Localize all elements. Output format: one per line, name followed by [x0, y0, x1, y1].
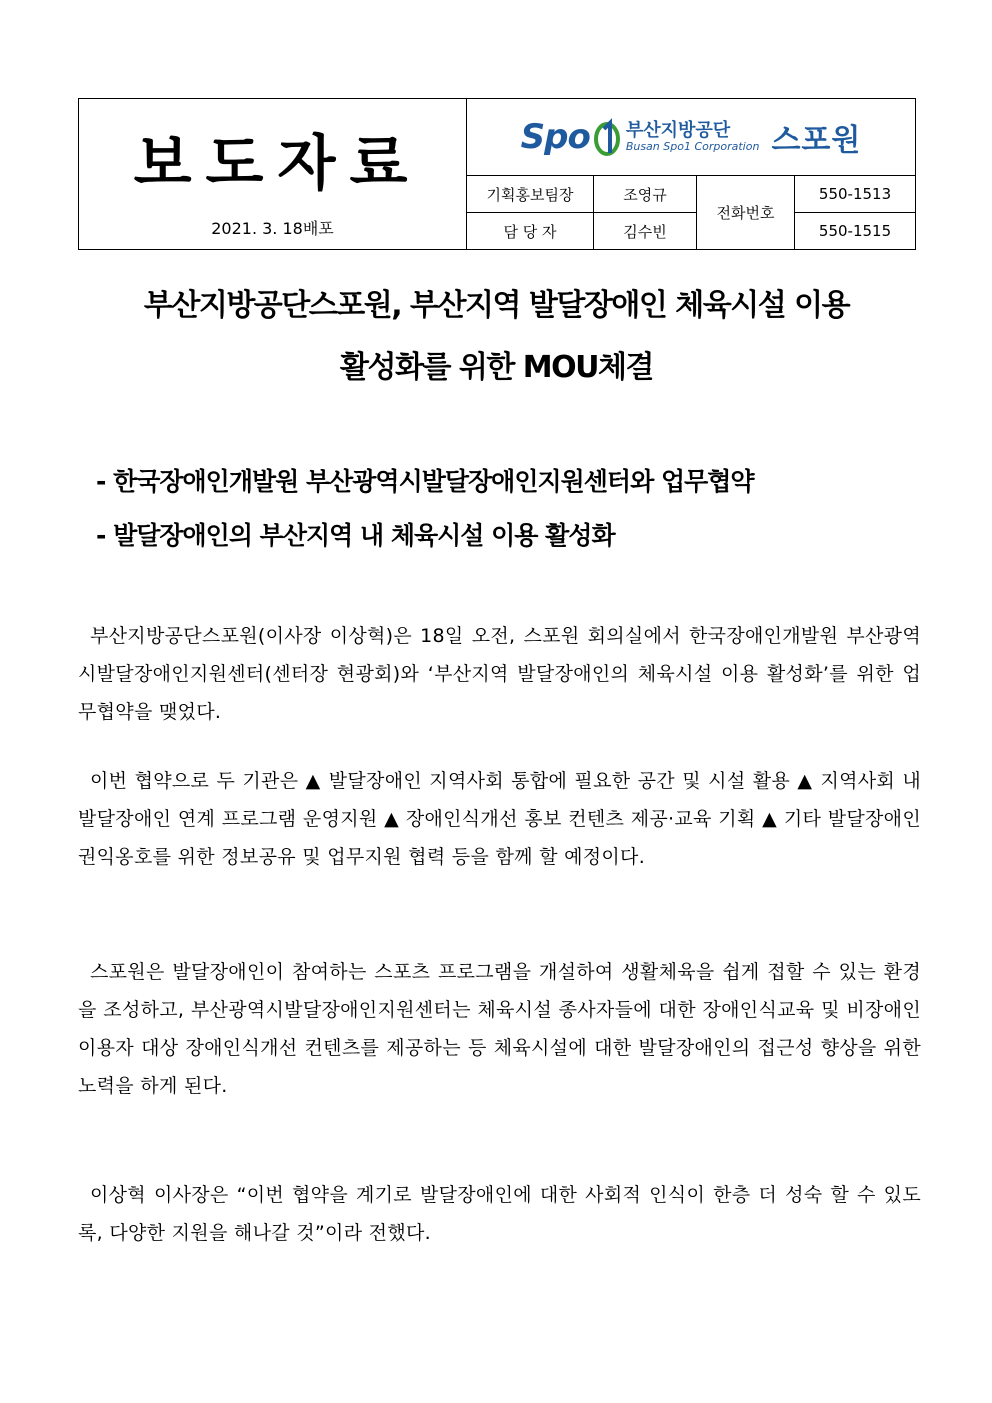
logo-org-english: Busan Spo1 Corporation	[625, 139, 760, 153]
contact-role-1: 기획홍보팀장	[467, 176, 594, 213]
logo-text-block	[625, 119, 760, 153]
contact-role-2: 담 당 자	[467, 213, 594, 250]
subhead-1: - 한국장애인개발원 부산광역시발달장애인지원센터와 업무협약	[96, 467, 754, 496]
body-paragraph-1: 부산지방공단스포원(이사장 이상혁)은 18일 오전, 스포원 회의실에서 한국장애인개발원 부산광역시발달장애인지원센터(센터장 현광회)와 ‘부산지역 발달장애인의 체육시설 이용 활성화’를 위한 업무협약을 맺었다.	[78, 625, 921, 723]
body-paragraph-2: 이번 협약으로 두 기관은 ▲ 발달장애인 지역사회 통합에 필요한 공간 및 시설 활용 ▲ 지역사회 내 발달장애인 연계 프로그램 운영지원 ▲ 장애인식개선 홍보 컨텐츠 제공·교육 기획 ▲ 기타 발달장애인 권익옹호를 위한 정보공유 및 업무지원 협력 등을 함께 할 예정이다.	[78, 770, 921, 868]
press-release-header	[78, 98, 916, 250]
phone-label: 전화번호	[697, 176, 795, 250]
contact-name-1: 조영규	[594, 176, 697, 213]
contact-phone-2: 550-1515	[795, 213, 916, 250]
title-cell	[79, 99, 467, 250]
logo-one-mark-icon	[594, 117, 620, 157]
contact-name-2: 김수빈	[594, 213, 697, 250]
logo-cell	[467, 99, 916, 176]
logo-brand-name: 스포원	[771, 123, 862, 158]
doc-title: 보도자료	[133, 128, 422, 199]
contact-phone-1: 550-1513	[795, 176, 916, 213]
logo-spo-text: Spo	[520, 117, 590, 157]
logo-org-korean: 부산지방공단	[625, 119, 731, 141]
headline-line-1: 부산지방공단스포원, 부산지역 발달장애인 체육시설 이용	[143, 288, 850, 323]
spo1-logo	[467, 115, 915, 159]
distribution-date: 2021. 3. 18배포	[211, 218, 334, 238]
body-paragraph-4: 이상혁 이사장은 “이번 협약을 계기로 발달장애인에 대한 사회적 인식이 한층 더 성숙 할 수 있도록, 다양한 지원을 해나갈 것”이라 전했다.	[78, 1184, 921, 1244]
headline-line-2: 활성화를 위한 MOU체결	[340, 350, 653, 385]
subhead-2: - 발달장애인의 부산지역 내 체육시설 이용 활성화	[96, 521, 615, 550]
body-paragraph-3: 스포원은 발달장애인이 참여하는 스포츠 프로그램을 개설하여 생활체육을 쉽게 접할 수 있는 환경을 조성하고, 부산광역시발달장애인지원센터는 체육시설 종사자들에 대한 장애인식교육 및 비장애인 이용자 대상 장애인식개선 컨텐츠를 제공하는 등 체육시설에 대한 발달장애인의 접근성 향상을 위한 노력을 하게 된다.	[78, 961, 921, 1097]
